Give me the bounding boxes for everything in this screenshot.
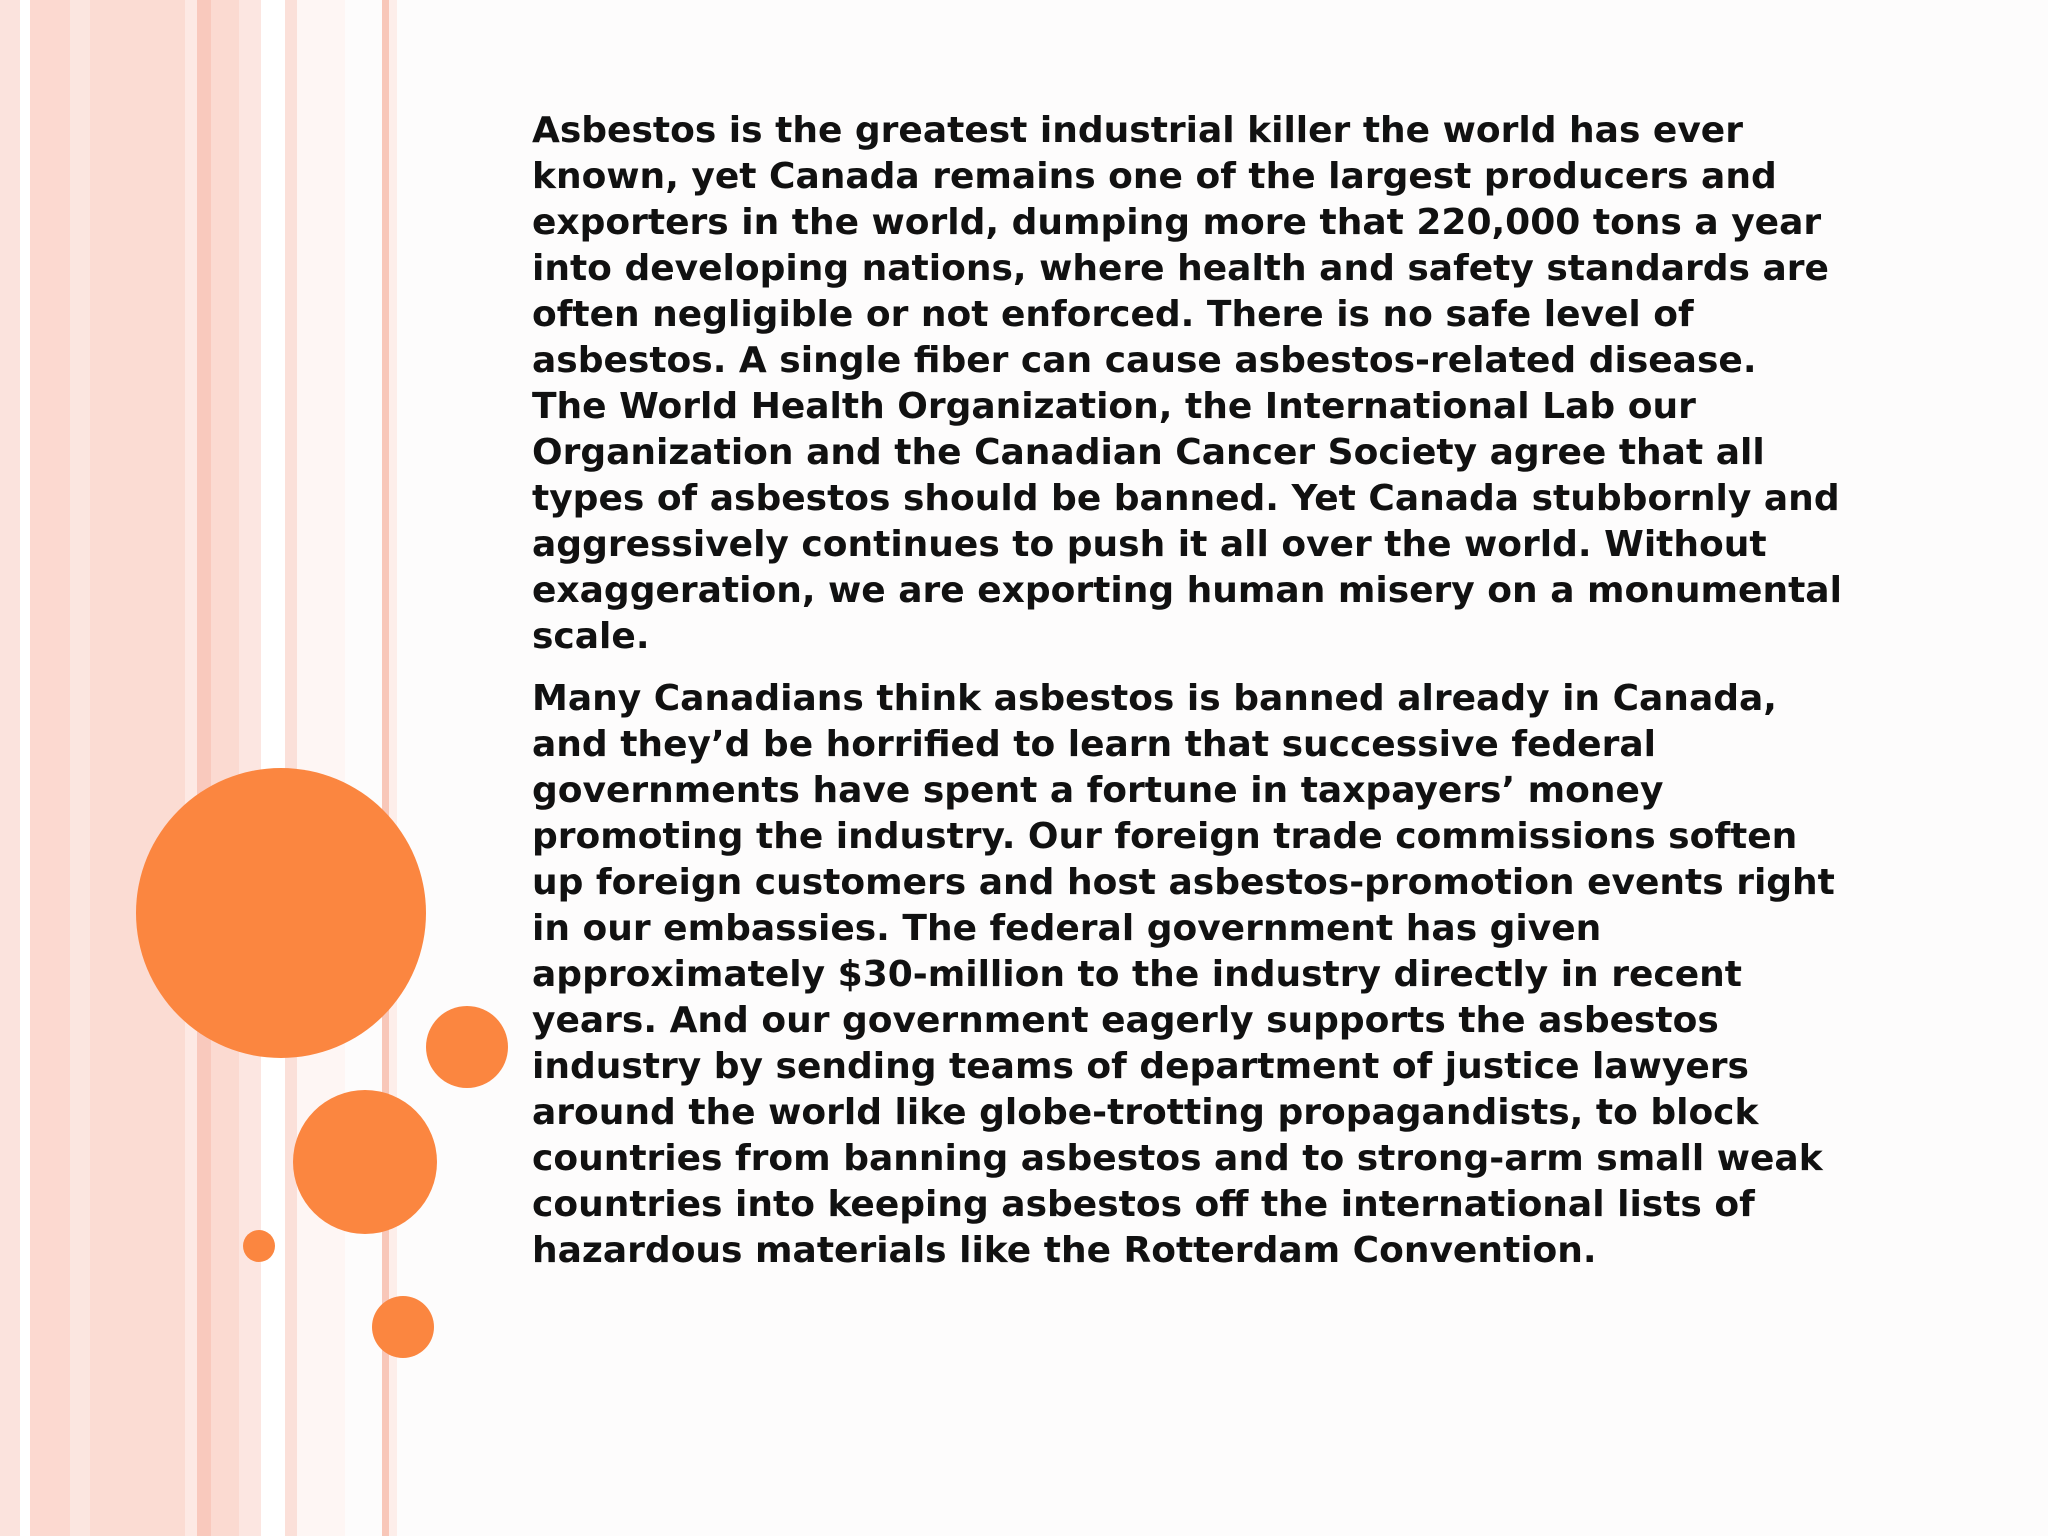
decorative-stripes xyxy=(0,0,400,1536)
stripe xyxy=(20,0,30,1536)
stripe xyxy=(197,0,211,1536)
stripe xyxy=(90,0,185,1536)
decorative-circle-small xyxy=(372,1296,434,1358)
stripe xyxy=(70,0,90,1536)
stripe xyxy=(0,0,20,1536)
decorative-circle-tiny xyxy=(243,1230,275,1262)
stripe xyxy=(211,0,239,1536)
stripe xyxy=(297,0,345,1536)
paragraph-1: Asbestos is the greatest industrial killer the world has ever known, yet Canada remains one of the largest producers and exporters in the world, dumping more that 220,000 tons a year into developing nations, where health and safety standards are often negligible or not enforced. There is no safe level of asbestos. A single fiber can cause asbestos-related disease. The World Health Organization, the International Lab our Organization and the Canadian Cancer Society agree that all types of asbestos should be banned. Yet Canada stubbornly and aggressively continues to push it all over the world. Without exaggeration, we are exporting human misery on a monumental scale. xyxy=(532,110,1842,657)
stripe xyxy=(239,0,261,1536)
decorative-circle-small xyxy=(426,1006,508,1088)
stripe xyxy=(185,0,197,1536)
paragraph-2: Many Canadians think asbestos is banned already in Canada, and they’d be horrified to learn that successive federal governments have spent a fortune in taxpayers’ money promoting the industry. Our foreign trade commissions soften up foreign customers and host asbestos-promotion events right in our embassies. The federal government has given approximately $30-million to the industry directly in recent years. And our government eagerly supports the asbestos industry by sending teams of department of justice lawyers around the world like globe-trotting propagandists, to block countries from banning asbestos and to strong-arm small weak countries into keeping asbestos off the international lists of hazardous materials like the Rotterdam Convention. xyxy=(532,678,1835,1271)
decorative-circle-large xyxy=(136,768,426,1058)
stripe xyxy=(30,0,70,1536)
slide-body-text xyxy=(532,108,1972,1290)
decorative-circle-medium xyxy=(293,1090,437,1234)
